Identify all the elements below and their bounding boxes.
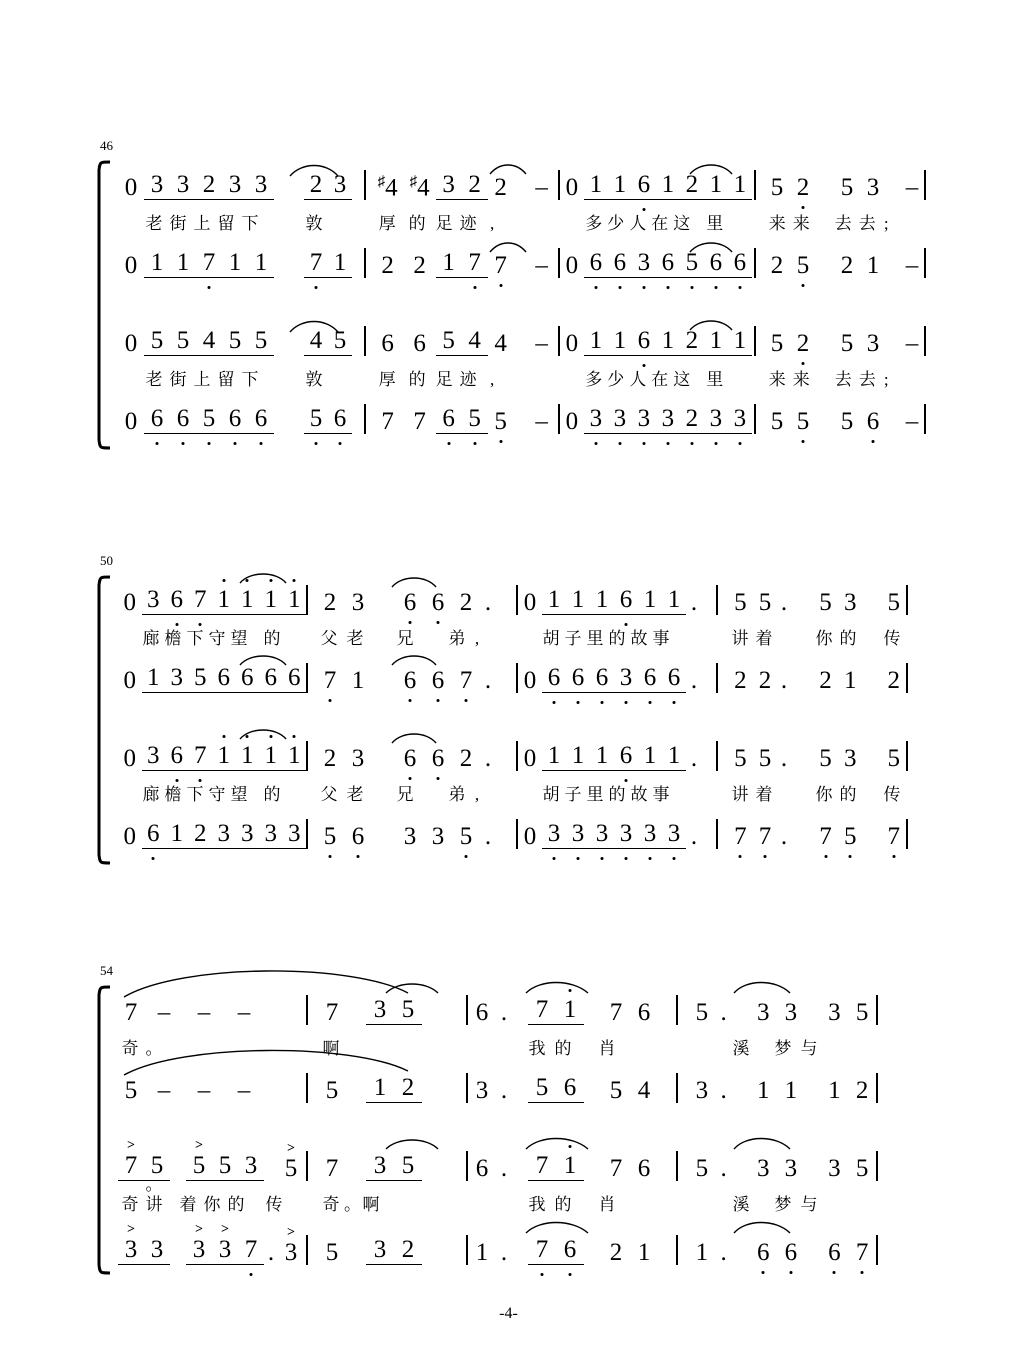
measure: 7 3 5 (308, 1151, 468, 1181)
staff-rows-54 (118, 985, 926, 1265)
measure: 0 6 6 5 6 6 5 6 (118, 404, 366, 434)
measure: 0 1 1 6 1 2 1 1 (560, 326, 756, 356)
voice-tenor-music (118, 316, 926, 356)
slur (524, 1135, 590, 1151)
measure: 5 1 2 (308, 1073, 468, 1103)
measure: 5 3 2 (308, 1235, 468, 1265)
staff-rows-46 (118, 160, 926, 434)
measure: 3 . 5 6 5 4 (468, 1073, 678, 1103)
measure: 6 6 5 4 4 – (366, 326, 560, 356)
measure-number-50: 50 (100, 553, 113, 568)
voice-soprano-lyrics: 奇 。 啊 我 的 肖 溪 梦 与 (121, 1039, 818, 1058)
measure: 0 1 1 1 6 1 1 . (518, 741, 718, 771)
voice-bass-music (118, 1225, 926, 1265)
measure: 2 3 6 6 2 . (308, 741, 518, 771)
measure: 0 3 3 2 3 3 2 3 (118, 170, 366, 200)
measure: 5 – – – (118, 1073, 308, 1103)
slur (732, 979, 792, 995)
measure: 7 – – – (118, 995, 308, 1025)
measure-number-54: 54 (100, 963, 113, 978)
voice-tenor-lyrics: 奇 。讲 着 你 的 传 奇 。 啊 我 的 肖 溪 梦 与 (121, 1175, 818, 1214)
system-46 (96, 138, 926, 460)
measure: 6 . 7 1 7 6 (468, 1151, 678, 1181)
system-brace (96, 575, 112, 875)
measure: 0 1 1 7 1 1 7 1 (118, 248, 366, 278)
measure: 0 1 1 1 6 1 1 . (518, 585, 718, 615)
measure: 0 6 6 6 3 6 6 . (518, 663, 718, 693)
voice-tenor-music (118, 1141, 926, 1181)
measure: 0 3 6 7 1 1 1 1 (118, 741, 308, 771)
measure: 0 6 1 2 3 3 3 3 (118, 819, 308, 849)
voice-soprano-music (118, 160, 926, 200)
measure: 2 5 2 1 – (756, 248, 926, 278)
measure: 5 2 5 3 – (756, 170, 926, 200)
slur (238, 571, 288, 585)
measure: 0 6 6 3 6 5 6 6 (560, 248, 756, 278)
measure: ♯4 ♯4 3 2 2 – (366, 170, 560, 200)
measure: 7 3 5 (308, 995, 468, 1025)
measure: > 7 5 > 5 5 3 > 5 (118, 1151, 308, 1181)
measure: 5 6 3 3 5 . (308, 819, 518, 849)
voice-tenor-lyrics: 老 街 上 留 下 敦 厚 的 足 迹 , 多 少 人 在 这 里 来 来 去 去 ; (145, 370, 889, 389)
measure: 3 . 1 1 1 2 (678, 1073, 878, 1103)
voice-alto-music (118, 653, 926, 693)
slur (384, 981, 440, 995)
staff-rows-50 (118, 575, 926, 849)
measure: 5 5 . 5 3 5 (718, 585, 908, 615)
slur (390, 653, 438, 667)
voice-soprano-music (118, 575, 926, 615)
measure: 0 3 6 7 1 1 1 1 (118, 585, 308, 615)
measure: 0 1 1 6 1 2 1 1 (560, 170, 756, 200)
measure: 2 3 6 6 2 . (308, 585, 518, 615)
voice-soprano-lyrics: 老 街 上 留 下 敦 厚 的 足 迹 , 多 少 人 在 这 里 来 来 去 去 ; (145, 214, 889, 233)
measure: 0 1 3 5 6 6 6 6 (118, 663, 308, 693)
measure: 5 5 . 5 3 5 (718, 741, 908, 771)
measure: 0 3 3 3 3 2 3 3 (560, 404, 756, 434)
voice-tenor-lyrics: 廊 檐 下 守 望 的 父 老 兄 弟 , 胡 子 里 的 故 事 讲 着 你 的 传 (142, 785, 901, 804)
slur (390, 575, 438, 589)
slur (524, 979, 590, 995)
voice-soprano-music (118, 985, 926, 1025)
voice-bass-music (118, 809, 926, 849)
measure: 5 2 5 3 – (756, 326, 926, 356)
measure: 6 . 7 1 7 6 (468, 995, 678, 1025)
slur (524, 1219, 590, 1235)
system-50 (96, 553, 926, 875)
measure: 7 7 6 5 5 – (366, 404, 560, 434)
voice-bass-music (118, 394, 926, 434)
measure: 0 3 3 3 3 3 3 . (518, 819, 718, 849)
page-number: -4- (499, 1305, 518, 1322)
measure: 5 . 3 3 3 5 (678, 1151, 878, 1181)
slur (732, 1135, 792, 1151)
system-brace (96, 985, 112, 1285)
voice-soprano-lyrics: 廊 檐 下 守 望 的 父 老 兄 弟 , 胡 子 里 的 故 事 讲 着 你 的 传 (142, 629, 901, 648)
measure: 1 . 7 6 2 1 (468, 1235, 678, 1265)
measure: 1 . 6 6 6 7 (678, 1235, 878, 1265)
voice-alto-music (118, 1063, 926, 1103)
measure: 7 1 6 6 7 . (308, 663, 518, 693)
measure: 2 2 . 2 1 2 (718, 663, 908, 693)
measure: 5 5 5 6 – (756, 404, 926, 434)
measure-number-46: 46 (100, 138, 113, 153)
system-brace (96, 160, 112, 460)
slur (390, 731, 438, 745)
measure: 7 7 . 7 5 7 (718, 819, 908, 849)
slur (384, 1137, 440, 1151)
voice-tenor-music (118, 731, 926, 771)
system-54 (96, 963, 926, 1285)
measure: 5 . 3 3 3 5 (678, 995, 878, 1025)
slur (732, 1219, 792, 1235)
measure: > 3 3 > 3 > 3 7 . > 3 (118, 1235, 308, 1265)
measure: 0 5 5 4 5 5 4 5 (118, 326, 366, 356)
voice-alto-music (118, 238, 926, 278)
measure: 2 2 1 7 7 – (366, 248, 560, 278)
slur (238, 727, 288, 741)
